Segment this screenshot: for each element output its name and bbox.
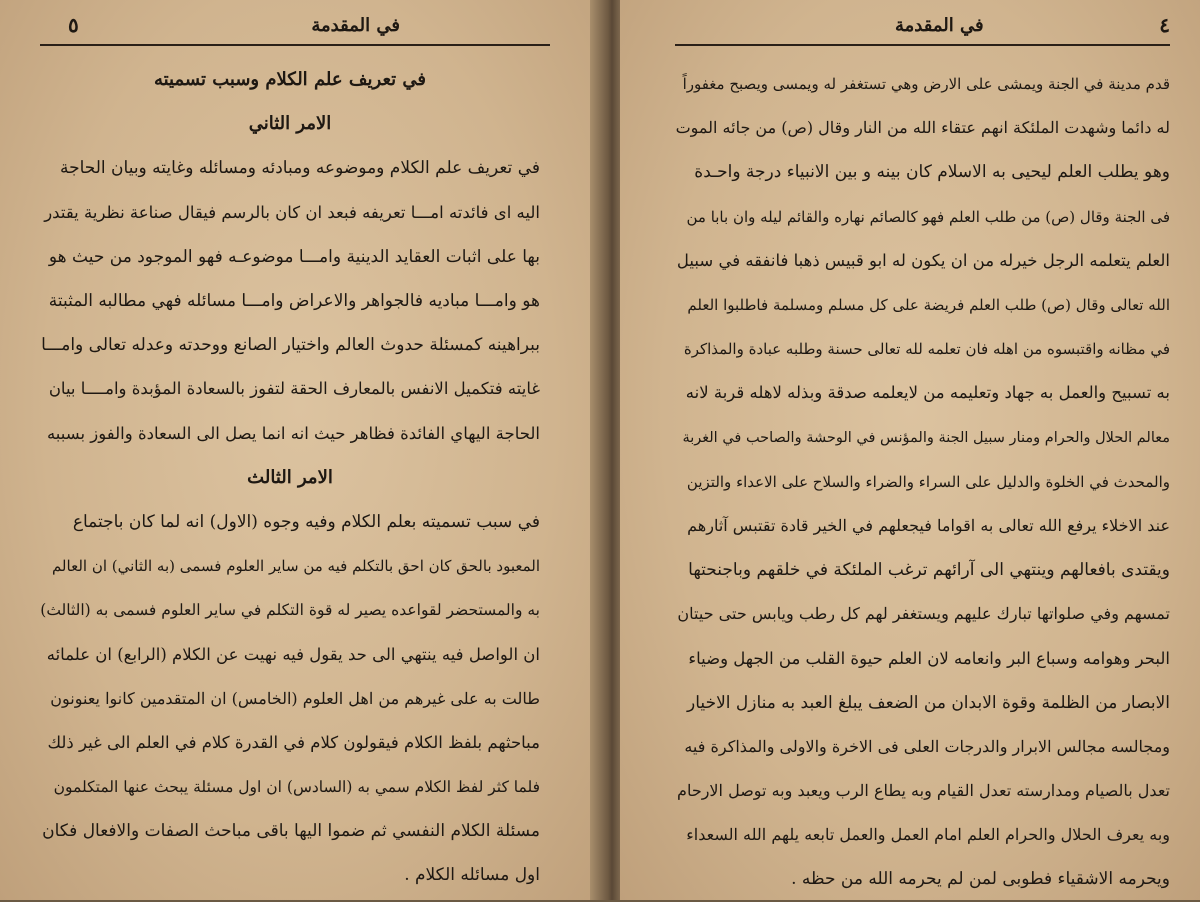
text-line: تمسهم وفي صلواتها تبارك عليهم ويستغفر لهم كل رطب ويابس حتى حيتان	[677, 604, 1170, 624]
text-line: طالت به على غيرهم من اهل العلوم (الخامس) ان المتقدمين كانوا يعنونون	[50, 688, 540, 708]
text-line: والمحدث في الخلوة والدليل على السراء والضراء والسلاح على الاعداء والتزين	[686, 472, 1170, 491]
text-line: به والمستحضر لقواعده يصير له قوة التكلم في ساير العلوم فسمى به (الثالث)	[40, 601, 540, 620]
right-page-header	[675, 0, 1170, 46]
text-line: فلما كثر لفظ الكلام سمي به (السادس) ان اول مسئلة يبحث عنها المتكلمون	[53, 778, 540, 797]
left-page-text	[40, 58, 540, 898]
text-line: البحر وهوامه وسباع البر وانعامه لان العلم حيوة القلب من الجهل وضياء	[688, 648, 1170, 668]
text-line: وهو يطلب العلم ليحيى به الاسلام كان بينه و بين الانبياء درجة واحـدة	[694, 162, 1170, 183]
text-line: ويقتدى بافعالهم وينتهي الى آرائهم ترغب الملئكة في خلقهم وباجنحتها	[688, 560, 1170, 581]
text-line: الابصار من الظلمة وقوة الابدان من الضعف يبلغ العبد به منازل الاخيار	[687, 692, 1170, 713]
right-page-text	[675, 62, 1170, 902]
text-line: الحاجة اليهاي الفائدة فظاهر حيث انه انما يصل الى السعادة والفوز بسببه	[46, 423, 540, 443]
text-line: مباحثهم بلفظ الكلام فيقولون كلام في القدرة كلام في العلم الى غير ذلك	[47, 732, 540, 752]
text-line: في مظانه واقتبسوه من اهله فان تعلمه لله تعالى حسنة وطلبه عبادة والمذاكرة	[683, 340, 1170, 359]
text-line: ويحرمه الاشقياء فطوبى لمن لم يحرمه الله من حظه .	[791, 869, 1170, 890]
text-line: في تعريف علم الكلام وموضوعه ومبادئه ومسائله وغايته وبيان الحاجة	[59, 158, 540, 179]
right-page-running-title: في المقدمة	[895, 14, 984, 36]
left-page-number: ٥	[68, 13, 79, 37]
left-page-header	[40, 0, 550, 46]
section-heading: الامر الثالث	[247, 466, 333, 488]
text-line: ببراهينه كمسئلة حدوث العالم واختيار الصانع ووحدته وعدله تعالى وامـــا	[41, 335, 540, 356]
right-page-number: ٤	[1159, 13, 1170, 37]
text-line: اليه اى فائدته امـــا تعريفه فبعد ان كان بالرسم فيقال صناعة نظرية يقتدر	[44, 202, 540, 222]
text-line: له دائما وشهدت الملئكة انهم عتقاء الله من النار وقال (ص) من جائه الموت	[675, 118, 1170, 138]
left-page	[0, 0, 600, 900]
text-line: معالم الحلال والحرام ومنار سبيل الجنة والمؤنس في الوحشة والصاحب في الغربة	[682, 429, 1170, 446]
text-line: ان الواصل فيه ينتهي الى حد يقول فيه نهيت عن الكلام (الرابع) ان علمائه	[46, 644, 540, 664]
text-line: اول مسائله الكلام .	[404, 865, 540, 886]
text-line: بها على اثبات العقايد الدينية وامـــا موضوعـه فهو الموجود من حيث هو	[48, 246, 540, 267]
text-line: غايته فتكميل الانفس بالمعارف الحقة لتفوز بالسعادة المؤبدة وامــــا بيان	[48, 379, 540, 399]
text-line: المعبود بالحق كان احق بالتكلم فيه من ساير العلوم فسمى (به الثاني) ان العالم	[51, 557, 540, 576]
text-line: ومجالسه مجالس الابرار والدرجات العلى فى الاخرة والاولى والمذاكرة فيه	[684, 736, 1170, 756]
text-line: تعدل بالصيام ومدارسته تعدل القيام وبه يطاع الرب ويعبد وبه توصل الارحام	[677, 781, 1170, 801]
text-line: فى الجنة وقال (ص) من طلب العلم فهو كالصائم نهاره والقائم ليله وان بابا من	[686, 207, 1170, 226]
text-line: عند الاخلاء يرفع الله تعالى به اقواما فيجعلهم في الخير قادة تقتبس آثارهم	[687, 515, 1170, 535]
section-heading: في تعريف علم الكلام وسبب تسميته	[153, 69, 427, 91]
left-page-running-title: في المقدمة	[311, 14, 400, 36]
text-line: قدم مدينة في الجنة ويمشى على الارض وهي تستغفر له ويمسى ويصبح مغفوراً	[682, 75, 1170, 94]
right-page	[620, 0, 1200, 900]
section-heading: الامر الثاني	[248, 113, 332, 135]
text-line: به تسبيح والعمل به جهاد وتعليمه من لايعلمه صدقة وبذله لاهله قربة لانه	[685, 383, 1170, 403]
text-line: هو وامـــا مباديه فالجواهر والاعراض وامـــا مسائله فهي مطالبه المثبتة	[48, 291, 540, 312]
text-line: في سبب تسميته بعلم الكلام وفيه وجوه (الاول) انه لما كان باجتماع	[72, 511, 540, 532]
text-line: العلم يتعلمه الرجل خيرله من ان يكون له ابو قبيس ذهبا فانفقه في سبيل	[676, 250, 1170, 270]
text-line: الله تعالى وقال (ص) طلب العلم فريضة على كل مسلم ومسلمة فاطلبوا العلم	[687, 296, 1170, 315]
text-line: وبه يعرف الحلال والحرام العلم امام العمل والعمل تابعه يلهم الله السعداء	[686, 825, 1170, 845]
text-line: مسئلة الكلام النفسي ثم ضموا اليها باقى مباحث الصفات والافعال فكان	[42, 821, 540, 842]
